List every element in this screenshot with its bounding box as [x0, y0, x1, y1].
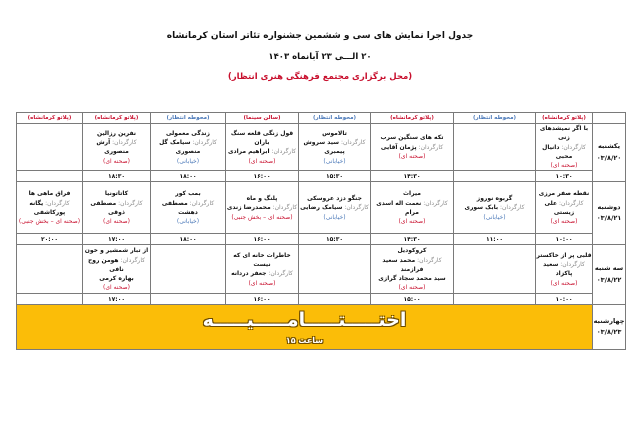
- show-cell: [17, 245, 83, 294]
- stage-type: (صحنه ای): [248, 279, 276, 287]
- corner-cell: [593, 113, 626, 124]
- director-label: کارگردان:: [116, 199, 143, 207]
- stage-type: (صحنه ای): [550, 162, 578, 170]
- director-name: دانیال محبی: [542, 143, 573, 160]
- show-time: ۱۶:۰۰: [226, 234, 299, 245]
- show-title: قلبی پر از خاکستر: [536, 251, 592, 259]
- stage-type: (خیابانی): [176, 218, 200, 226]
- director-label: کارگردان:: [559, 143, 586, 151]
- show-title: تالاموس: [322, 129, 347, 137]
- director-line: [226, 269, 298, 278]
- day-name: سه شنبه: [594, 264, 624, 273]
- time-row: [17, 171, 626, 182]
- time-row: [17, 234, 626, 245]
- director-label: کارگردان:: [43, 199, 70, 207]
- show-cell: [371, 124, 454, 171]
- show-title: فراق ماهی ها: [28, 190, 71, 198]
- schedule-table: [16, 112, 626, 350]
- venue-header: (پلاتو کرمانشاه): [17, 113, 83, 124]
- show-time: [454, 294, 536, 305]
- show-cell: [299, 124, 371, 171]
- show-cell: [17, 124, 83, 171]
- director-label: کارگردان:: [187, 199, 215, 207]
- director-label: کارگردان:: [190, 138, 217, 146]
- show-title: با اگر نمیشدهای زنی: [539, 125, 589, 142]
- show-time: ۱۰:۰۰: [536, 234, 593, 245]
- director-label: کارگردان:: [415, 256, 442, 264]
- stage-type: (صحنه ای): [103, 284, 130, 292]
- director-name: هومن روح نافی: [87, 256, 124, 273]
- show-time: [17, 171, 83, 182]
- day-date: ۰۳/۸/۲۲: [596, 275, 622, 284]
- director-line: [299, 138, 370, 157]
- show-time: ۱۰:۳۰: [536, 171, 593, 182]
- show-time: [151, 294, 226, 305]
- stage-type: (خیابانی): [176, 157, 200, 165]
- venue-header: (محوطه انتظار): [454, 113, 536, 124]
- show-cell: [536, 124, 593, 171]
- show-cell: [151, 182, 226, 234]
- venue-header: (سالن سینما): [226, 113, 299, 124]
- day-row: [17, 245, 626, 294]
- show-cell: [151, 245, 226, 294]
- director-line: [151, 138, 225, 157]
- director-line: [371, 199, 453, 218]
- director-label: کارگردان:: [266, 270, 293, 278]
- closing-row: [17, 305, 626, 350]
- venue-note: (محل برگزاری مجتمع فرهنگی هنری انتظار): [227, 72, 413, 82]
- stage-type: (صحنه ای – بخش جنبی): [231, 213, 293, 221]
- director-name: یگانه پورکاشفی: [29, 199, 66, 216]
- show-title: جنگو دزد عروسکی: [307, 195, 362, 203]
- director-name: سیامک گل منصوری: [159, 138, 201, 156]
- show-time: ۱۰:۰۰: [536, 294, 593, 305]
- show-time: ۱۶:۰۰: [226, 294, 299, 305]
- show-time: ۱۴:۳۰: [371, 171, 454, 182]
- show-title: خاطرات خانه ای که نیست: [233, 251, 291, 269]
- director-line: [371, 256, 453, 275]
- director-line: [83, 199, 150, 218]
- venue-header-row: [17, 113, 626, 124]
- director-name: مصطفی ذوقی: [90, 199, 125, 216]
- director-name: بابک سوری: [464, 204, 499, 212]
- day-name: دوشنبه: [597, 202, 621, 211]
- show-time: ۱۷:۰۰: [83, 294, 151, 305]
- director-name: پژمان آقایی: [380, 143, 417, 151]
- stage-type: (خیابانی): [323, 157, 346, 165]
- day-cell: [593, 305, 626, 350]
- show-cell: [371, 245, 454, 294]
- stage-type: (صحنه ای): [550, 218, 578, 226]
- schedule-title: جدول اجرا نمایش های سی و ششمین جشنواره تئاتر استان کرمانشاه: [166, 31, 474, 41]
- time-row: [17, 294, 626, 305]
- day-date: ۰۳/۸/۲۳: [596, 328, 622, 337]
- closing-ceremony-banner: [17, 305, 593, 350]
- stage-type: (صحنه ای): [398, 284, 426, 292]
- director-line: [371, 143, 453, 152]
- show-cell: [371, 182, 454, 234]
- day-cell: [593, 182, 626, 245]
- day-cell: [593, 245, 626, 305]
- venue-header: (پلاتو کرمانشاه): [536, 113, 593, 124]
- closing-title: اختـــــتـــــامـــــیـــــه: [202, 308, 407, 331]
- show-cell: [299, 245, 371, 294]
- show-cell: [83, 245, 151, 294]
- stage-type: (صحنه ای – بخش جنبی): [18, 218, 81, 226]
- director-line: [17, 199, 82, 218]
- director-name: محمد سعید فرازمند: [382, 256, 424, 273]
- closing-time: ساعت ۱۵: [285, 335, 324, 345]
- director-name-2: بهاره کرمی: [99, 275, 134, 283]
- director-name: سید سروش پیمبری: [303, 138, 345, 156]
- director-label: کارگردان:: [498, 204, 525, 212]
- show-cell: [454, 245, 536, 294]
- show-title: بمب کور: [175, 190, 201, 198]
- stage-type: (صحنه ای): [103, 157, 130, 165]
- show-time: ۱۸:۰۰: [151, 171, 226, 182]
- director-label: کارگردان:: [342, 204, 369, 212]
- show-cell: [151, 124, 226, 171]
- show-cell: [454, 124, 536, 171]
- director-line: [536, 143, 592, 162]
- director-name: مصطفی دهشت: [161, 199, 198, 216]
- director-name: نعمت اله اسدی مرام: [376, 199, 422, 216]
- show-cell: [17, 182, 83, 234]
- stage-type: (صحنه ای): [248, 157, 276, 165]
- show-cell: [83, 124, 151, 171]
- director-name-2: سید محمد سجاد گرازی: [378, 275, 446, 283]
- director-label: کارگردان:: [118, 256, 146, 264]
- venue-header: (پلاتو کرمانشاه): [371, 113, 454, 124]
- stage-type: (خیابانی): [483, 213, 506, 221]
- show-time: ۱۵:۳۰: [299, 234, 371, 245]
- show-title: از تبار شمشیر و خون: [84, 247, 149, 255]
- day-date: ۰۳/۸/۲۰: [596, 153, 622, 162]
- show-title: زندگی معمولی: [165, 129, 211, 137]
- show-time: ۱۴:۳۰: [371, 234, 454, 245]
- show-title: گربوه نوروز: [476, 195, 513, 203]
- show-time: ۱۸:۰۰: [151, 234, 226, 245]
- show-cell: [226, 124, 299, 171]
- director-label: کارگردان:: [416, 143, 444, 151]
- show-time: ۱۶:۰۰: [226, 171, 299, 182]
- director-label: کارگردان:: [558, 261, 585, 269]
- director-line: [226, 203, 298, 212]
- director-label: کارگردان:: [269, 148, 297, 156]
- director-name: سعید پاکزاد: [543, 261, 573, 278]
- director-name: سیامک رضایی: [300, 204, 343, 212]
- venue-header: (پلاتو کرمانشاه): [83, 113, 151, 124]
- show-time: ۱۸:۳۰: [83, 171, 151, 182]
- director-name: علی زیستی: [544, 199, 575, 216]
- show-title: کروکودیل: [397, 247, 427, 255]
- stage-type: (صحنه ای): [103, 218, 130, 226]
- director-label: کارگردان:: [270, 204, 298, 212]
- director-line: [536, 260, 592, 279]
- show-cell: [83, 182, 151, 234]
- director-line: [83, 138, 150, 157]
- director-label: کارگردان:: [421, 199, 448, 207]
- show-time: [299, 294, 371, 305]
- show-title: میراث: [403, 190, 421, 198]
- show-cell: [299, 182, 371, 234]
- show-time: ۱۵:۳۰: [299, 171, 371, 182]
- director-line: [226, 147, 298, 156]
- stage-type: (خیابانی): [323, 213, 346, 221]
- show-title: قول زنگی قلعه سنگ باران: [230, 129, 294, 146]
- venue-header: (محوطه انتظار): [299, 113, 371, 124]
- show-time: ۱۷:۰۰: [83, 234, 151, 245]
- show-cell: [226, 182, 299, 234]
- show-cell: [536, 182, 593, 234]
- show-time: [454, 171, 536, 182]
- show-time: [17, 294, 83, 305]
- show-time: ۱۱:۰۰: [454, 234, 536, 245]
- director-name: محمدرضا زندی: [226, 204, 271, 212]
- day-row: [17, 182, 626, 234]
- director-name: جعفر دردانه: [231, 270, 267, 278]
- director-line: [151, 199, 225, 218]
- director-label: کارگردان:: [110, 138, 137, 146]
- director-line: [454, 203, 535, 212]
- show-title: پلنگ و ماه: [246, 195, 278, 203]
- stage-type: (صحنه ای): [398, 152, 426, 160]
- show-title: نقطه صفر مرزی: [538, 190, 590, 198]
- stage-type: (صحنه ای): [550, 279, 578, 287]
- show-title: تکه های سنگین سرب: [380, 134, 444, 142]
- show-title: نفرین رزالین: [96, 129, 137, 137]
- show-cell: [226, 245, 299, 294]
- day-date: ۰۳/۸/۲۱: [596, 214, 622, 223]
- director-label: کارگردان:: [557, 199, 584, 207]
- director-line: [83, 256, 150, 275]
- day-row: [17, 124, 626, 171]
- day-name: یکشنبه: [597, 142, 621, 151]
- show-title: کاتاتونیا: [104, 190, 129, 198]
- venue-header: (محوطه انتظار): [151, 113, 226, 124]
- show-cell: [536, 245, 593, 294]
- director-line: [299, 203, 370, 212]
- director-name: ابراهیم مرادی: [227, 148, 270, 156]
- director-line: [536, 199, 592, 218]
- director-name: آرش منصوری: [96, 138, 129, 156]
- day-name: چهارشنبه: [593, 316, 625, 325]
- festival-dates: ۲۰ الـــی ۲۳ آبانماه ۱۴۰۳: [268, 52, 372, 62]
- stage-type: (صحنه ای): [398, 218, 426, 226]
- show-cell: [454, 182, 536, 234]
- director-label: کارگردان:: [339, 138, 366, 146]
- day-cell: [593, 124, 626, 182]
- show-time: ۲۰:۰۰: [17, 234, 83, 245]
- show-time: ۱۵:۰۰: [371, 294, 454, 305]
